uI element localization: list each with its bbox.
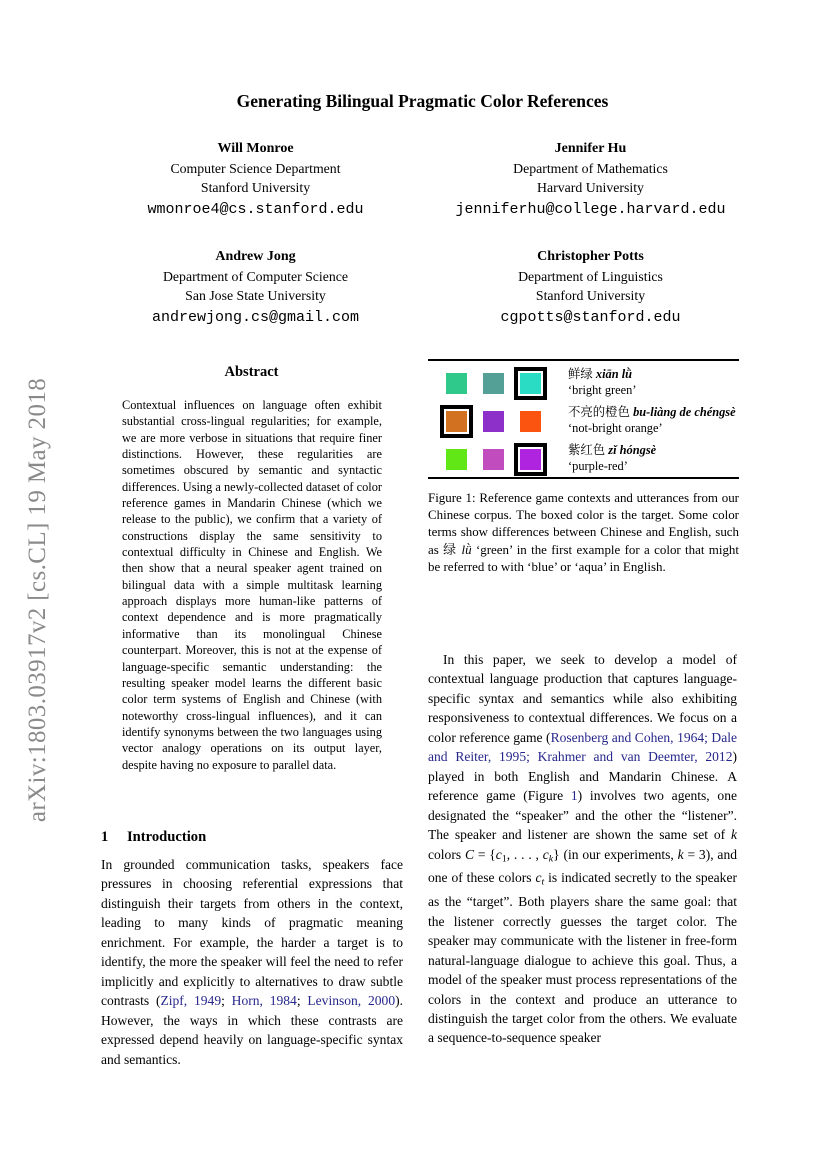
figure-row-label xyxy=(568,405,736,436)
english-gloss: ‘bright green’ xyxy=(568,383,637,397)
text-segment: k xyxy=(677,846,684,862)
author-email: andrewjong.cs@gmail.com xyxy=(151,308,360,326)
swatch-color xyxy=(483,449,504,470)
author-department: Computer Science Department xyxy=(170,160,341,176)
swatch-color xyxy=(446,373,467,394)
author-name: Christopher Potts xyxy=(537,249,644,264)
swatch-color xyxy=(446,411,467,432)
text-segment: ) involves two agents, one designated the “speaker” and the other the “listener”. The speaker and listener are shown the same set of xyxy=(428,788,737,843)
introduction-paragraph xyxy=(101,855,403,1069)
author-university: Harvard University xyxy=(537,180,644,195)
text-segment: ) played in both English and Mandarin Chinese. A reference game (Figure xyxy=(428,749,737,804)
figure-row-label xyxy=(568,443,656,474)
text-segment: colors xyxy=(428,846,465,862)
swatch-color xyxy=(446,449,467,470)
text-segment: 1 xyxy=(501,852,507,864)
text-segment: c xyxy=(495,846,502,862)
text-segment: Figure 1: Reference game contexts and utterances from our Chinese corpus. The boxed color is the target. Some color terms show differences between Chinese and English, such as 绿 xyxy=(428,490,739,557)
author-row-2 xyxy=(88,247,758,327)
text-segment: = { xyxy=(473,846,496,862)
arxiv-watermark: arXiv:1803.03917v2 [cs.CL] 19 May 2018 xyxy=(24,377,51,823)
author-name: Andrew Jong xyxy=(215,249,296,264)
author-email: cgpotts@stanford.edu xyxy=(500,308,681,326)
text-segment: ‘green’ in the first example for a color that might be referred to with ‘blue’ or ‘aqua’ in English. xyxy=(428,541,739,574)
text-segment: lǜ xyxy=(461,541,472,557)
figure-rows xyxy=(428,364,739,478)
paper-title: Generating Bilingual Pragmatic Color References xyxy=(236,91,609,111)
author-jennifer-hu xyxy=(423,139,758,219)
text-segment: t xyxy=(541,876,545,888)
text-segment: ; xyxy=(221,993,232,1009)
color-swatch xyxy=(514,405,547,438)
target-color-swatch xyxy=(440,405,473,438)
english-gloss: ‘purple-red’ xyxy=(568,459,628,473)
author-department: Department of Mathematics xyxy=(513,160,668,176)
swatch-group xyxy=(440,367,568,400)
text-segment: C xyxy=(464,846,474,862)
section-number: 1 xyxy=(101,829,109,845)
text-segment: In grounded communication tasks, speakers face pressures in choosing referential expressions that distinguish their targets from others in the context, leading to many kinds of pragmatic meaning enrichment. For example, the harder a target is to identify, the more the speaker will feel the need to refer implicitly and explicitly to alternatives to draw subtle contrasts ( xyxy=(101,857,403,1009)
author-university: Stanford University xyxy=(535,288,646,303)
figure-row xyxy=(428,440,739,478)
author-row-1 xyxy=(88,139,758,219)
citation-link[interactable]: Zipf, 1949 xyxy=(160,993,222,1009)
author-department: Department of Linguistics xyxy=(518,268,663,284)
color-swatch xyxy=(477,443,510,476)
text-segment: c xyxy=(535,870,542,886)
utterance-line xyxy=(568,367,636,383)
body-paragraph xyxy=(428,650,737,1048)
text-segment: In this paper, we seek to develop a model of contextual language production that captures language-specific syntax and semantics while also exhibiting responsiveness to contextual differences. We focus on a color reference game ( xyxy=(428,652,737,745)
text-segment: , . . . , xyxy=(506,846,543,862)
figure-caption xyxy=(428,489,739,575)
figure-row-label xyxy=(568,367,636,398)
color-swatch xyxy=(477,367,510,400)
color-swatch xyxy=(440,367,473,400)
text-segment: k xyxy=(548,852,554,864)
abstract-text: Contextual influences on language often exhibit substantial cross-lingual regularities; for example, we are more verbose in situations that require finer distinctions. However, these regularities are sometimes obscured by semantic and syntactic differences. Using a newly-collected dataset of color reference games in Mandarin Chinese (which we release to the public), we confirm that a variety of constructions display the same sensitivity to contextual difficulty in Chinese and English. We then show that a neural speaker agent trained on bilingual data with a simple multitask learning approach displays more human-like patterns of context dependence and is more pragmatically informative than its monolingual Chinese counterpart. Moreover, this is not at the expense of language-specific semantic understanding: the resulting speaker model learns the different basic color term systems of English and Chinese (with noteworthy cross-lingual influences), and it can identify synonyms between the two languages using vector analogy operations on its output layer, despite having no exposure to parallel data. xyxy=(122,398,382,772)
citation-link[interactable]: Rosenberg and Cohen, 1964; Dale and Reiter, 1995; Krahmer and van Deemter, 2012 xyxy=(428,729,737,765)
author-christopher-potts xyxy=(423,247,758,327)
figure-top-rule xyxy=(428,359,739,361)
author-university: San Jose State University xyxy=(185,288,326,303)
figure-row xyxy=(428,364,739,402)
target-color-swatch xyxy=(514,443,547,476)
swatch-color xyxy=(520,411,541,432)
text-segment: is indicated secretly to the speaker as the “target”. Both players share the same goal: that the listener correctly guesses the target color. The speaker may communicate with the listener in free-form natural-language dialogue to achieve this goal. Thus, a model of the speaker must process representations of the colors in the context and produce an utterance to distinguish the target color from the others. We evaluate a sequence-to-sequence speaker xyxy=(428,870,737,1046)
color-swatch xyxy=(477,405,510,438)
chinese-term: 不亮的橙色 xyxy=(568,405,634,420)
section-title: Introduction xyxy=(127,829,207,845)
color-swatch xyxy=(440,443,473,476)
target-color-swatch xyxy=(514,367,547,400)
text-segment: k xyxy=(730,827,737,843)
section-heading-introduction xyxy=(101,829,403,846)
utterance-line xyxy=(568,443,656,459)
swatch-group xyxy=(440,405,568,438)
chinese-term: 紫红色 xyxy=(568,443,609,458)
author-name: Will Monroe xyxy=(217,141,294,156)
pinyin-term: zǐ hóngsè xyxy=(608,443,657,458)
author-email: wmonroe4@cs.stanford.edu xyxy=(147,200,364,218)
figure-row xyxy=(428,402,739,440)
author-name: Jennifer Hu xyxy=(554,141,627,156)
text-segment: = 3), and one of these colors xyxy=(428,846,737,886)
utterance-line xyxy=(568,405,736,421)
text-segment: } (in our experiments, xyxy=(553,846,678,862)
text-segment: ; xyxy=(296,993,308,1009)
author-email: jenniferhu@college.harvard.edu xyxy=(455,200,726,218)
author-andrew-jong xyxy=(88,247,423,327)
swatch-color xyxy=(520,449,541,470)
author-university: Stanford University xyxy=(200,180,311,195)
swatch-color xyxy=(520,373,541,394)
citation-link[interactable]: 1 xyxy=(570,788,578,804)
english-gloss: ‘not-bright orange’ xyxy=(568,421,663,435)
author-will-monroe xyxy=(88,139,423,219)
author-department: Department of Computer Science xyxy=(162,268,349,284)
citation-link[interactable]: Levinson, 2000 xyxy=(307,993,396,1009)
abstract-heading: Abstract xyxy=(224,364,279,380)
citation-link[interactable]: Horn, 1984 xyxy=(231,993,297,1009)
swatch-color xyxy=(483,411,504,432)
pinyin-term: bu-liàng de chéngsè xyxy=(633,405,736,420)
text-segment: c xyxy=(542,846,549,862)
swatch-color xyxy=(483,373,504,394)
text-segment: ). However, the ways in which these contrasts are expressed depend heavily on language-specific syntax and semantics. xyxy=(101,993,403,1067)
swatch-group xyxy=(440,443,568,476)
chinese-term: 鲜绿 xyxy=(568,367,596,382)
figure-bottom-rule xyxy=(428,477,739,479)
pinyin-term: xiān lǜ xyxy=(595,367,633,382)
